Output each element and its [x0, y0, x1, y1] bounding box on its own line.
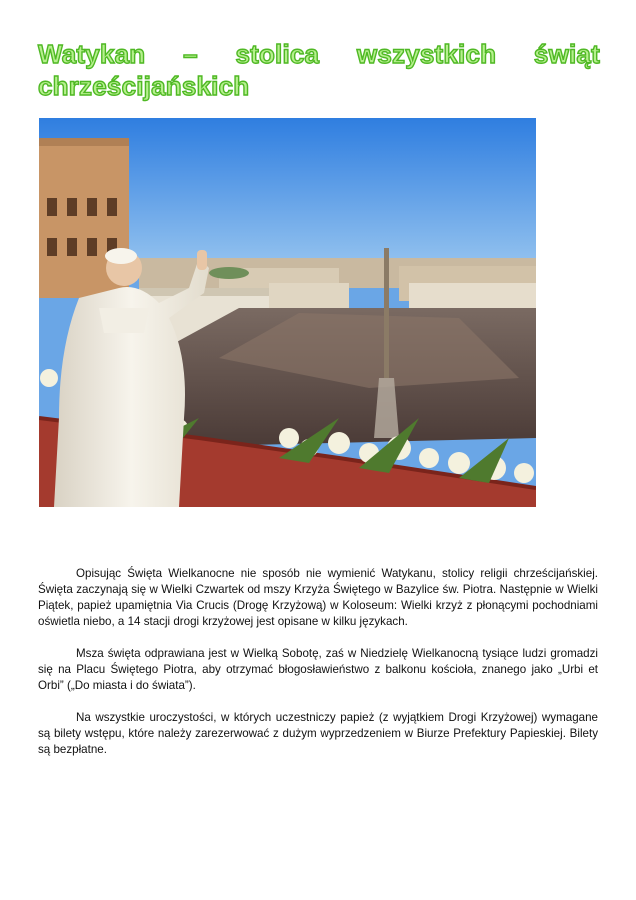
title-word: wszystkich: [356, 39, 497, 69]
paragraph: Msza święta odprawiana jest w Wielką Sobotę, zaś w Niedzielę Wielkanocną tysiące ludzi gromadzi się na Placu Świętego Piotra, aby otrzymać błogosławieństwo z balkonu kościoła, znanego jako „Urbi et Orbi” („Do miasta i do świata”).: [38, 647, 598, 692]
page-title: [38, 38, 600, 102]
title-line-2: chrześcijańskich: [38, 71, 250, 101]
title-word: –: [183, 39, 198, 69]
paragraph: Na wszystkie uroczystości, w których uczestniczy papież (z wyjątkiem Drogi Krzyżowej) wymagane są bilety wstępu, które należy zarezerwować z dużym wyprzedzeniem w Biurze Prefektury Papieskiej. Bilety są bezpłatne.: [38, 711, 598, 756]
article-body: [38, 566, 598, 774]
title-line-1: [38, 38, 600, 70]
title-word: stolica: [235, 39, 320, 69]
title-word: świąt: [533, 39, 600, 69]
pope-blessing-crowd-photo: [39, 118, 536, 507]
title-word: Watykan: [38, 39, 146, 69]
paragraph: Opisując Święta Wielkanocne nie sposób nie wymienić Watykanu, stolicy religii chrześcijańskiej. Święta zaczynają się w Wielki Czwartek od mszy Krzyża Świętego w Bazylice św. Piotra. Następnie w Wielki Piątek, papież upamiętnia Via Crucis (Drogę Krzyżową) w Koloseum: Wielki krzyż z płonącymi pochodniami oświetla niebo, a 14 stacji drogi krzyżowej jest opisane w kilku językach.: [38, 567, 598, 628]
